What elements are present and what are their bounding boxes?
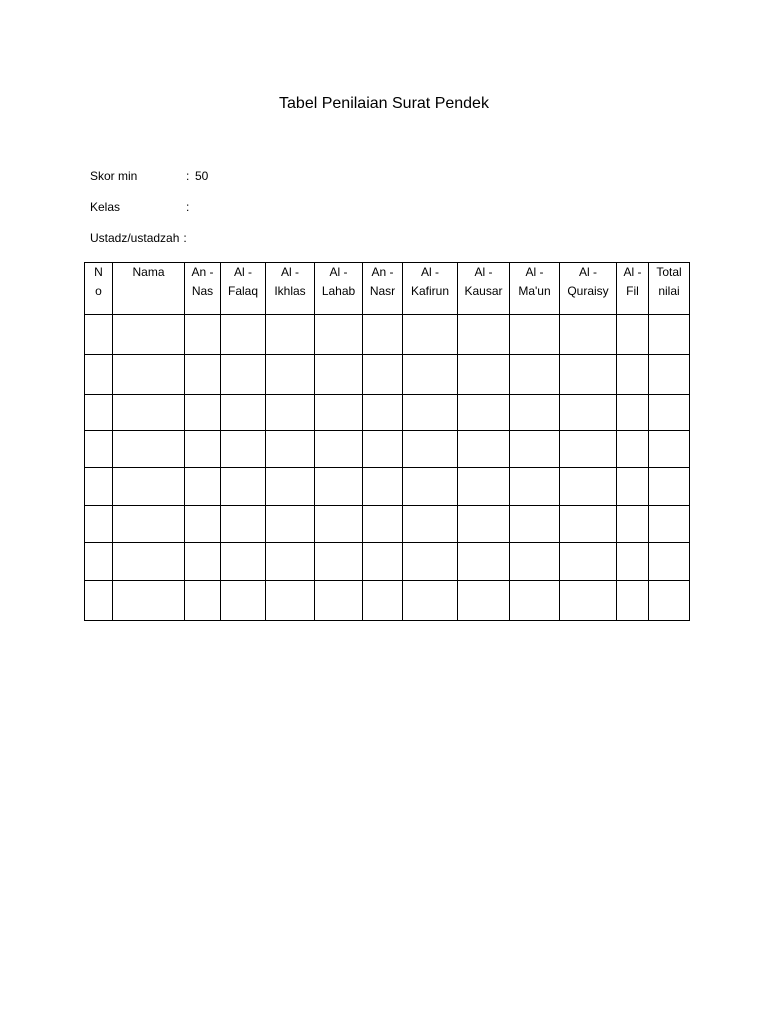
table-row [85, 468, 690, 506]
table-cell [458, 506, 510, 543]
table-cell [403, 506, 458, 543]
ustadz-label: Ustadz/ustadzah [90, 231, 180, 245]
table-cell [560, 395, 617, 431]
table-cell [221, 395, 266, 431]
table-cell [458, 315, 510, 355]
table-cell [510, 355, 560, 395]
kelas-line [90, 199, 195, 215]
table-cell [458, 395, 510, 431]
table-cell [510, 581, 560, 621]
table-cell [315, 431, 363, 468]
table-cell [221, 506, 266, 543]
table-cell [266, 355, 315, 395]
table-row [85, 506, 690, 543]
table-cell [560, 543, 617, 581]
kelas-label: Kelas [90, 200, 121, 214]
table-cell [363, 468, 403, 506]
table-row [85, 315, 690, 355]
table-row [85, 543, 690, 581]
table-row [85, 581, 690, 621]
header-al-maun: Al - Ma'un [510, 263, 560, 315]
skor-min-colon: : [186, 169, 190, 183]
table-cell [560, 468, 617, 506]
table-cell [315, 315, 363, 355]
table-cell [315, 355, 363, 395]
table-cell [403, 581, 458, 621]
table-cell [185, 506, 221, 543]
document-title: Tabel Penilaian Surat Pendek [279, 95, 489, 112]
table-cell [85, 355, 113, 395]
header-al-kausar: Al - Kausar [458, 263, 510, 315]
table-cell [113, 468, 185, 506]
table-cell [403, 431, 458, 468]
table-cell [458, 468, 510, 506]
table-cell [649, 581, 690, 621]
table-cell [266, 543, 315, 581]
header-al-ikhlas: Al - Ikhlas [266, 263, 315, 315]
table-cell [617, 581, 649, 621]
table-cell [560, 315, 617, 355]
table-cell [617, 468, 649, 506]
table-cell [113, 581, 185, 621]
table-cell [458, 581, 510, 621]
table-row [85, 395, 690, 431]
table-cell [560, 431, 617, 468]
table-row [85, 431, 690, 468]
table-cell [221, 431, 266, 468]
table-cell [113, 543, 185, 581]
table-cell [315, 581, 363, 621]
table-cell [403, 543, 458, 581]
ustadz-line [90, 230, 192, 246]
header-al-falaq: Al - Falaq [221, 263, 266, 315]
table-cell [221, 543, 266, 581]
table-cell [617, 395, 649, 431]
table-cell [221, 355, 266, 395]
header-an-nasr: An - Nasr [363, 263, 403, 315]
table-cell [617, 506, 649, 543]
table-cell [185, 543, 221, 581]
table-cell [510, 431, 560, 468]
table-cell [649, 543, 690, 581]
table-cell [221, 581, 266, 621]
header-al-kafirun: Al - Kafirun [403, 263, 458, 315]
table-cell [315, 506, 363, 543]
table-cell [113, 315, 185, 355]
table-cell [649, 506, 690, 543]
table-cell [363, 395, 403, 431]
header-row [85, 263, 690, 315]
ustadz-colon: : [183, 231, 187, 245]
table-cell [560, 355, 617, 395]
table-row [85, 355, 690, 395]
header-an-nas: An - Nas [185, 263, 221, 315]
table-cell [185, 468, 221, 506]
table-cell [617, 315, 649, 355]
table-cell [458, 543, 510, 581]
table-cell [266, 395, 315, 431]
table-cell [113, 395, 185, 431]
table-cell [363, 581, 403, 621]
table-cell [266, 315, 315, 355]
table-cell [315, 395, 363, 431]
table-cell [649, 355, 690, 395]
table-cell [85, 581, 113, 621]
table-cell [266, 431, 315, 468]
header-al-lahab: Al - Lahab [315, 263, 363, 315]
table-cell [458, 431, 510, 468]
table-cell [458, 355, 510, 395]
table-cell [510, 543, 560, 581]
table-cell [363, 506, 403, 543]
header-total-nilai: Total nilai [649, 263, 690, 315]
table-cell [617, 543, 649, 581]
table-cell [85, 431, 113, 468]
table-cell [85, 543, 113, 581]
table-cell [185, 431, 221, 468]
table-cell [649, 468, 690, 506]
skor-min-value: 50 [195, 169, 209, 183]
table-cell [315, 468, 363, 506]
table-cell [185, 355, 221, 395]
table-cell [403, 315, 458, 355]
header-al-quraisy: Al - Quraisy [560, 263, 617, 315]
table-cell [649, 431, 690, 468]
kelas-colon: : [186, 200, 190, 214]
table-cell [510, 315, 560, 355]
table-cell [363, 315, 403, 355]
table-cell [266, 506, 315, 543]
table-cell [363, 355, 403, 395]
table-cell [185, 315, 221, 355]
table-cell [649, 315, 690, 355]
table-cell [266, 468, 315, 506]
table-cell [221, 468, 266, 506]
table-cell [113, 431, 185, 468]
header-al-fil: Al - Fil [617, 263, 649, 315]
table-cell [85, 315, 113, 355]
header-no: N o [85, 263, 113, 315]
table-cell [363, 431, 403, 468]
table-cell [85, 468, 113, 506]
table-cell [403, 468, 458, 506]
table-cell [266, 581, 315, 621]
table-cell [617, 431, 649, 468]
table-cell [85, 506, 113, 543]
table-cell [185, 581, 221, 621]
header-nama: Nama [113, 263, 185, 315]
table-cell [85, 395, 113, 431]
table-cell [510, 395, 560, 431]
table-cell [363, 543, 403, 581]
table-cell [221, 315, 266, 355]
skor-min-line [90, 168, 208, 184]
table-cell [403, 355, 458, 395]
table-cell [185, 395, 221, 431]
table-cell [113, 506, 185, 543]
table-cell [617, 355, 649, 395]
assessment-table [84, 262, 690, 621]
table-cell [315, 543, 363, 581]
table-cell [113, 355, 185, 395]
table-cell [403, 395, 458, 431]
table-cell [560, 506, 617, 543]
table-cell [649, 395, 690, 431]
table-cell [560, 581, 617, 621]
table-cell [510, 506, 560, 543]
skor-min-label: Skor min [90, 169, 138, 183]
table-cell [510, 468, 560, 506]
